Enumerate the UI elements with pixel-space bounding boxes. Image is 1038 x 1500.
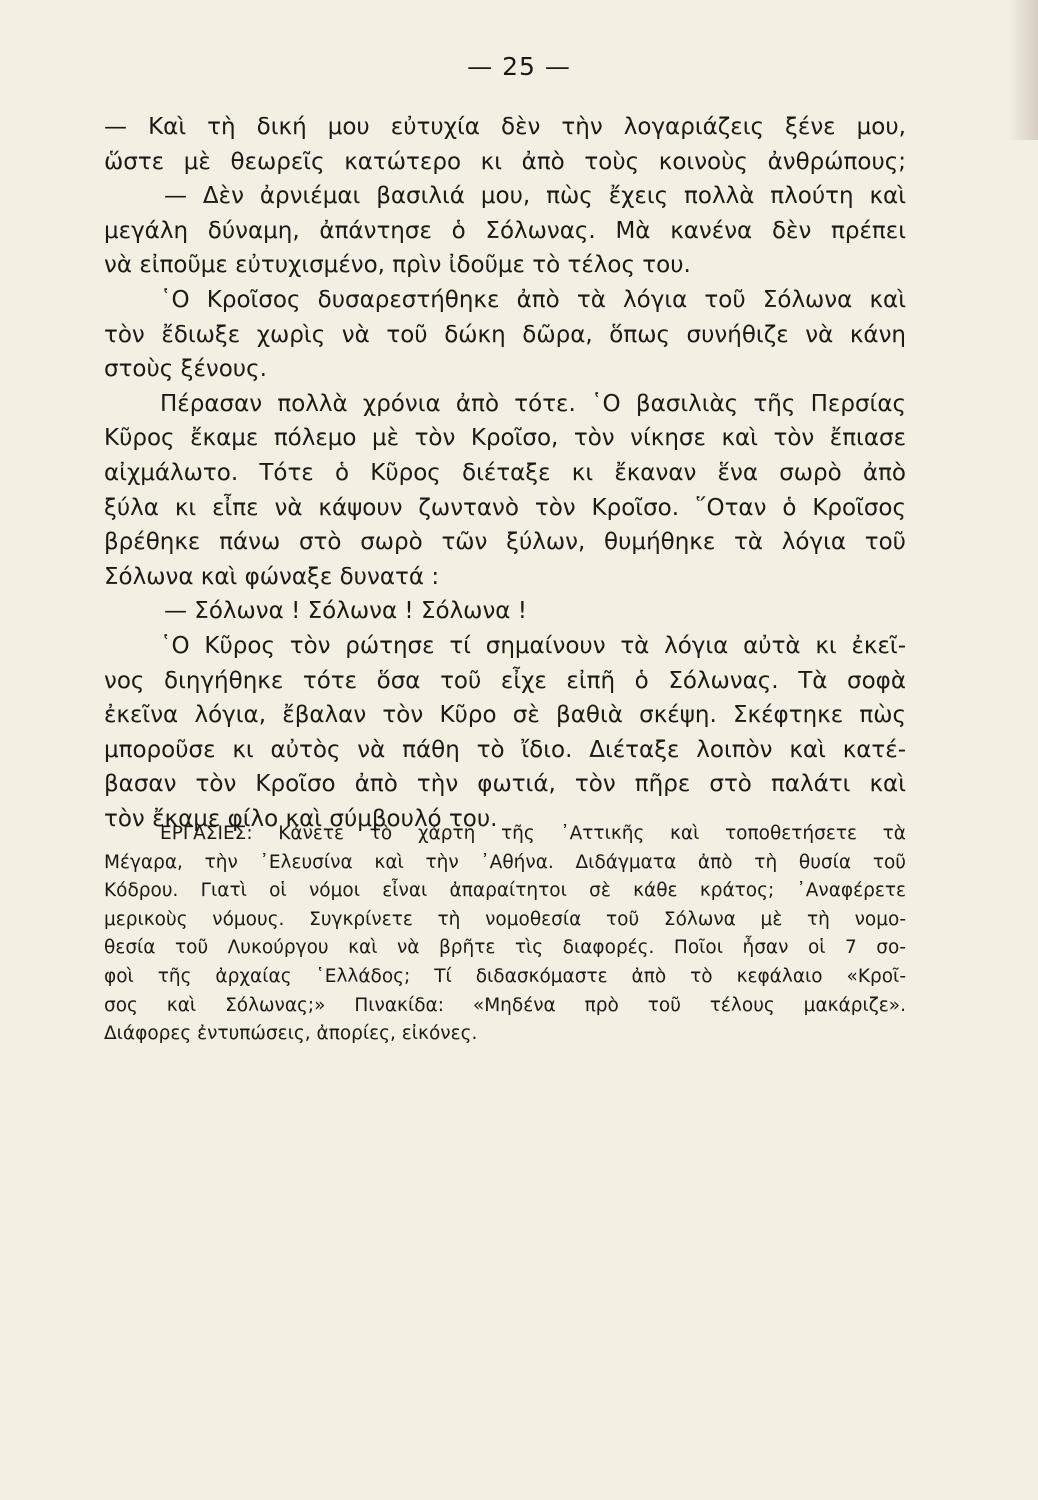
text-line: αἰχμάλωτο. Τότε ὁ Κῦρος διέταξε κι ἔκαναν ἕνα σωρὸ ἀπὸ: [104, 459, 906, 486]
text-line: Κῦρος ἔκαμε πόλεμο μὲ τὸν Κροῖσο, τὸν νίκησε καὶ τὸν ἔπιασε: [104, 425, 906, 452]
text-line: τὸν ἔδιωξε χωρὶς νὰ τοῦ δώκη δῶρα, ὅπως συνήθιζε νὰ κάνη: [104, 321, 906, 348]
text-line: βασαν τὸν Κροῖσο ἀπὸ τὴν φωτιά, τὸν πῆρε στὸ παλάτι καὶ: [104, 771, 906, 798]
text-line: βρέθηκε πάνω στὸ σωρὸ τῶν ξύλων, θυμήθηκε τὰ λόγια τοῦ: [104, 529, 906, 556]
exercise-line: Διάφορες ἐντυπώσεις, ἀπορίες, εἰκόνες.: [104, 1023, 478, 1045]
text-line: — Καὶ τὴ δική μου εὐτυχία δὲν τὴν λογαριάζεις ξένε μου,: [104, 114, 906, 140]
text-line: στοὺς ξένους.: [104, 356, 267, 383]
text-line: ξύλα κι εἶπε νὰ κάψουν ζωντανὸ τὸν Κροῖσο. ῞Οταν ὁ Κροῖσος: [104, 494, 906, 521]
text-line: ἐκεῖνα λόγια, ἔβαλαν τὸν Κῦρο σὲ βαθιὰ σκέψη. Σκέφτηκε πὼς: [104, 702, 906, 729]
text-line: νὰ εἰποῦμε εὐτυχισμένο, πρὶν ἰδοῦμε τὸ τέλος του.: [104, 252, 691, 279]
text-line: μποροῦσε κι αὐτὸς νὰ πάθη τὸ ἴδιο. Διέταξε λοιπὸν καὶ κατέ-: [104, 736, 906, 763]
text-line: νος διηγήθηκε τότε ὅσα τοῦ εἶχε εἰπῆ ὁ Σόλωνας. Τὰ σοφὰ: [104, 667, 906, 694]
exercise-line: ΕΡΓΑΣΙΕΣ: Κάνετε τὸ χάρτη τῆς ᾿Αττικῆς καὶ τοποθετήσετε τὰ: [160, 823, 906, 844]
text-line: ῾Ο Κροῖσος δυσαρεστήθηκε ἀπὸ τὰ λόγια τοῦ Σόλωνα καὶ: [160, 286, 906, 313]
text-line: Πέρασαν πολλὰ χρόνια ἀπὸ τότε. ῾Ο βασιλιὰς τῆς Περσίας: [160, 390, 906, 417]
exercises-section: [104, 820, 906, 1049]
text-line: μεγάλη δύναμη, ἀπάντησε ὁ Σόλωνας. Μὰ κανένα δὲν πρέπει: [104, 217, 906, 244]
exercise-line: σος καὶ Σόλωνας;» Πινακίδα: «Μηδένα πρὸ τοῦ τέλους μακάριζε».: [104, 994, 906, 1016]
exercise-line: Μέγαρα, τὴν ᾿Ελευσίνα καὶ τὴν ᾿Αθήνα. Διδάγματα ἀπὸ τὴ θυσία τοῦ: [104, 851, 906, 873]
text-line: Σόλωνα καὶ φώναξε δυνατά :: [104, 563, 440, 590]
page-number: — 25 —: [467, 52, 571, 81]
text-line: ῾Ο Κῦρος τὸν ρώτησε τί σημαίνουν τὰ λόγια αὐτὰ κι ἐκεῖ-: [160, 632, 906, 659]
text-line: — Σόλωνα ! Σόλωνα ! Σόλωνα !: [164, 598, 527, 625]
text-line: — Δὲν ἀρνιέμαι βασιλιά μου, πὼς ἔχεις πολλὰ πλούτη καὶ: [164, 183, 906, 210]
text-line: ὥστε μὲ θεωρεῖς κατώτερο κι ἀπὸ τοὺς κοινοὺς ἀνθρώπους;: [104, 148, 906, 175]
exercise-line: Κόδρου. Γιατὶ οἱ νόμοι εἶναι ἀπαραίτητοι σὲ κάθε κράτος; ᾿Αναφέρετε: [104, 880, 906, 902]
exercise-line: μερικοὺς νόμους. Συγκρίνετε τὴ νομοθεσία τοῦ Σόλωνα μὲ τὴ νομο-: [104, 908, 906, 930]
exercise-line: θεσία τοῦ Λυκούργου καὶ νὰ βρῆτε τὶς διαφορές. Ποῖοι ἦσαν οἱ 7 σο-: [104, 937, 906, 959]
story-text: [104, 110, 906, 836]
text-line: τὸν ἔκαμε φίλο καὶ σύμβουλό του.: [104, 805, 498, 832]
exercise-line: φοὶ τῆς ἀρχαίας ῾Ελλάδος; Τί διδασκόμαστε ἀπὸ τὸ κεφάλαιο «Κροῖ-: [104, 965, 906, 987]
